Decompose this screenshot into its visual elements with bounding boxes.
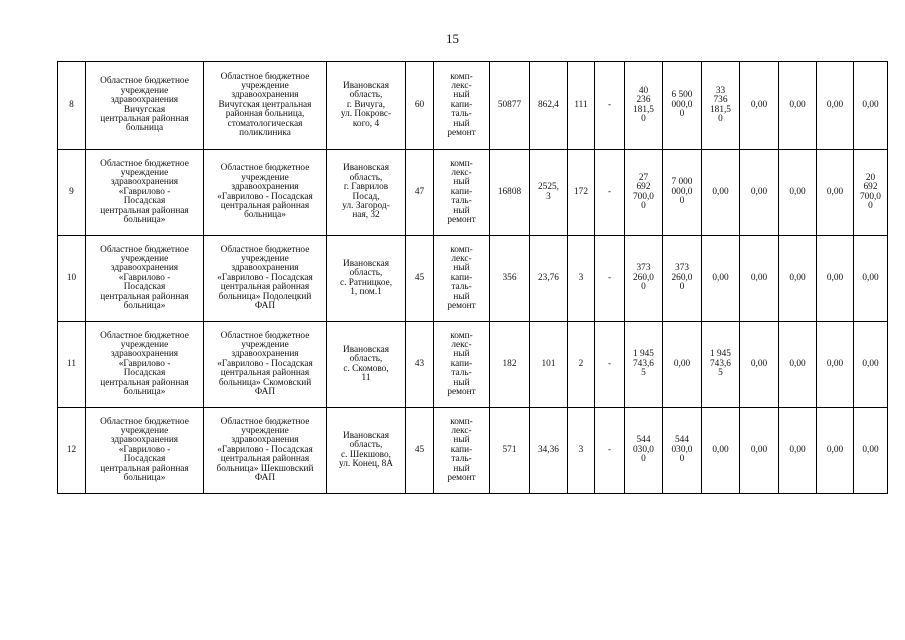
- value-cell: 0,00: [854, 408, 888, 494]
- customer-organization: Областное бюджетное учреждение здравоохранения «Гаврилово - Посадская центральная районная больница»: [86, 408, 204, 494]
- table-row: [58, 408, 888, 494]
- value-cell: 571: [490, 408, 530, 494]
- value-cell: 172: [568, 150, 595, 236]
- facility-address: Ивановская область, с. Скомово, 11: [327, 322, 406, 408]
- value-cell: 0,00: [779, 322, 817, 408]
- value-cell: 0,00: [817, 236, 854, 322]
- value-cell: 544 030,0 0: [625, 408, 663, 494]
- value-cell: 101: [530, 322, 568, 408]
- row-number: 11: [58, 322, 86, 408]
- value-cell: 373 260,0 0: [663, 236, 702, 322]
- value-cell: 0,00: [854, 62, 888, 150]
- value-cell: 6 500 000,0 0: [663, 62, 702, 150]
- value-cell: 862,4: [530, 62, 568, 150]
- value-cell: 111: [568, 62, 595, 150]
- row-number: 8: [58, 62, 86, 150]
- facility-address: Ивановская область, г. Гаврилов Посад, ул. Загород- ная, 32: [327, 150, 406, 236]
- value-cell: 40 236 181,5 0: [625, 62, 663, 150]
- value-cell: 0,00: [854, 236, 888, 322]
- value-cell: 182: [490, 322, 530, 408]
- repair-program-table: [57, 61, 888, 494]
- value-cell: 0,00: [817, 150, 854, 236]
- building-age: 43: [406, 322, 434, 408]
- value-cell: 0,00: [817, 408, 854, 494]
- table-row: [58, 322, 888, 408]
- value-cell: 0,00: [740, 62, 779, 150]
- value-cell: 16808: [490, 150, 530, 236]
- value-cell: 356: [490, 236, 530, 322]
- value-cell: 0,00: [740, 150, 779, 236]
- value-cell: -: [595, 322, 625, 408]
- building-age: 45: [406, 408, 434, 494]
- value-cell: 0,00: [854, 322, 888, 408]
- customer-organization: Областное бюджетное учреждение здравоохранения «Гаврилово - Посадская центральная районная больница»: [86, 322, 204, 408]
- facility-name: Областное бюджетное учреждение здравоохранения «Гаврилово - Посадская центральная районная больница»: [204, 150, 327, 236]
- facility-name: Областное бюджетное учреждение здравоохранения «Гаврилово - Посадская центральная районная больница» Шекшовский ФАП: [204, 408, 327, 494]
- value-cell: 50877: [490, 62, 530, 150]
- customer-organization: Областное бюджетное учреждение здравоохранения Вичугская центральная районная больница: [86, 62, 204, 150]
- value-cell: 0,00: [779, 150, 817, 236]
- facility-name: Областное бюджетное учреждение здравоохранения «Гаврилово - Посадская центральная районная больница» Подолецкий ФАП: [204, 236, 327, 322]
- repair-kind: комп- лекс- ный капи- таль- ный ремонт: [434, 322, 490, 408]
- facility-address: Ивановская область, с. Шекшово, ул. Конец, 8А: [327, 408, 406, 494]
- value-cell: -: [595, 150, 625, 236]
- building-age: 45: [406, 236, 434, 322]
- value-cell: 27 692 700,0 0: [625, 150, 663, 236]
- value-cell: 373 260,0 0: [625, 236, 663, 322]
- value-cell: 0,00: [702, 236, 740, 322]
- value-cell: 0,00: [779, 408, 817, 494]
- building-age: 60: [406, 62, 434, 150]
- value-cell: 3: [568, 408, 595, 494]
- value-cell: 33 736 181,5 0: [702, 62, 740, 150]
- table-row: [58, 62, 888, 150]
- value-cell: 0,00: [779, 236, 817, 322]
- repair-kind: комп- лекс- ный капи- таль- ный ремонт: [434, 150, 490, 236]
- value-cell: 20 692 700,0 0: [854, 150, 888, 236]
- value-cell: -: [595, 62, 625, 150]
- value-cell: 1 945 743,6 5: [702, 322, 740, 408]
- value-cell: -: [595, 408, 625, 494]
- value-cell: 0,00: [817, 322, 854, 408]
- value-cell: 0,00: [702, 150, 740, 236]
- facility-name: Областное бюджетное учреждение здравоохранения «Гаврилово - Посадская центральная районная больница» Скомовский ФАП: [204, 322, 327, 408]
- value-cell: 0,00: [740, 236, 779, 322]
- row-number: 12: [58, 408, 86, 494]
- repair-kind: комп- лекс- ный капи- таль- ный ремонт: [434, 62, 490, 150]
- row-number: 10: [58, 236, 86, 322]
- value-cell: 0,00: [740, 322, 779, 408]
- value-cell: 2: [568, 322, 595, 408]
- value-cell: 3: [568, 236, 595, 322]
- repair-kind: комп- лекс- ный капи- таль- ный ремонт: [434, 408, 490, 494]
- row-number: 9: [58, 150, 86, 236]
- value-cell: -: [595, 236, 625, 322]
- building-age: 47: [406, 150, 434, 236]
- value-cell: 0,00: [779, 62, 817, 150]
- value-cell: 0,00: [817, 62, 854, 150]
- value-cell: 0,00: [740, 408, 779, 494]
- customer-organization: Областное бюджетное учреждение здравоохранения «Гаврилово - Посадская центральная районная больница»: [86, 236, 204, 322]
- value-cell: 1 945 743,6 5: [625, 322, 663, 408]
- facility-address: Ивановская область, г. Вичуга, ул. Покровс- кого, 4: [327, 62, 406, 150]
- repair-kind: комп- лекс- ный капи- таль- ный ремонт: [434, 236, 490, 322]
- value-cell: 23,76: [530, 236, 568, 322]
- facility-name: Областное бюджетное учреждение здравоохранения Вичугская центральная районная больница, стоматологическая поликлиника: [204, 62, 327, 150]
- page-number: 15: [446, 31, 459, 46]
- table-row: [58, 150, 888, 236]
- facility-address: Ивановская область, с. Ратницкое, 1, пом.1: [327, 236, 406, 322]
- customer-organization: Областное бюджетное учреждение здравоохранения «Гаврилово - Посадская центральная районная больница»: [86, 150, 204, 236]
- value-cell: 7 000 000,0 0: [663, 150, 702, 236]
- value-cell: 544 030,0 0: [663, 408, 702, 494]
- value-cell: 0,00: [702, 408, 740, 494]
- value-cell: 2525, 3: [530, 150, 568, 236]
- value-cell: 0,00: [663, 322, 702, 408]
- value-cell: 34,36: [530, 408, 568, 494]
- table-row: [58, 236, 888, 322]
